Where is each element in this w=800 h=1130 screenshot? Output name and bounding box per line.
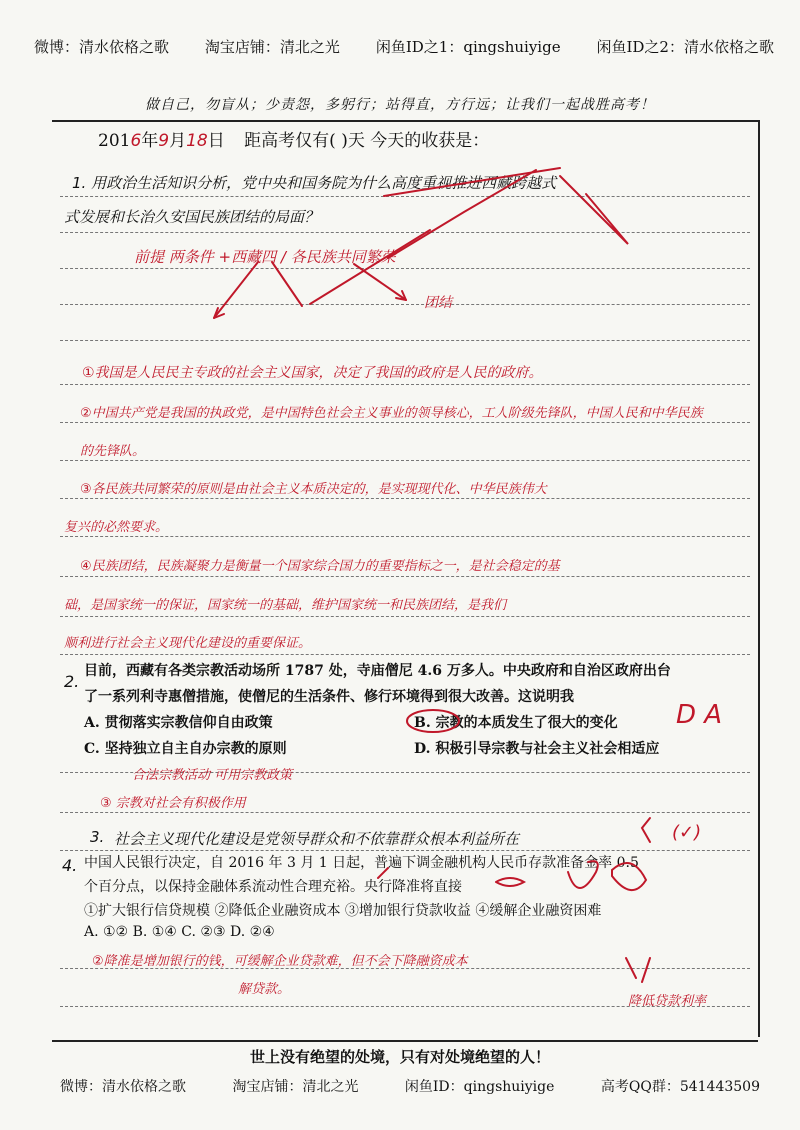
date-year-digit: 6 bbox=[130, 131, 142, 151]
q2-note2: ③ 宗教对社会有积极作用 bbox=[100, 796, 246, 811]
q4-choices: A. ①② B. ①④ C. ②③ D. ②④ bbox=[84, 924, 275, 940]
q2-option-d: D. 积极引导宗教与社会主义社会相适应 bbox=[414, 741, 660, 757]
q1-point1: ①我国是人民民主专政的社会主义国家，决定了我国的政府是人民的政府。 bbox=[82, 365, 543, 381]
date-month: 9 bbox=[158, 131, 170, 151]
rule-line bbox=[60, 850, 750, 851]
q1-point4c: 顺利进行社会主义现代化建设的重要保证。 bbox=[64, 636, 312, 651]
footer-rule bbox=[52, 1040, 758, 1042]
rule-line bbox=[60, 654, 750, 655]
q3-number: 3. bbox=[90, 828, 105, 846]
date-rest: 距高考仅有( )天 今天的收获是： bbox=[244, 131, 490, 151]
rule-line bbox=[60, 460, 750, 461]
rule-line bbox=[60, 268, 750, 269]
date-day: 18 bbox=[186, 131, 208, 151]
rule-line bbox=[60, 196, 750, 197]
q1-point4a: ④民族团结，民族凝聚力是衡量一个国家综合国力的重要指标之一，是社会稳定的基 bbox=[80, 559, 560, 574]
footer-qq: 高考QQ群：541443509 bbox=[600, 1079, 760, 1095]
q2-option-a: A. 贯彻落实宗教信仰自由政策 bbox=[84, 715, 273, 731]
footer-taobao: 淘宝店铺：清北之光 bbox=[232, 1079, 359, 1095]
q2-note1: 合法宗教活动 可用宗教政策 bbox=[132, 768, 293, 783]
q4-options: ①扩大银行信贷规模 ②降低企业融资成本 ③增加银行贷款收益 ④缓解企业融资困难 bbox=[84, 903, 602, 919]
q4-note3: 降低贷款利率 bbox=[628, 994, 707, 1009]
rule-line bbox=[60, 576, 750, 577]
q4-note: ②降准是增加银行的钱，可缓解企业贷款难，但不会下降融资成本 bbox=[92, 954, 468, 969]
q4-number: 4. bbox=[62, 856, 78, 875]
q2-answer-mark: D A bbox=[676, 700, 723, 730]
q2-stem-line1: 目前，西藏有各类宗教活动场所 1787 处，寺庙僧尼 4.6 万多人。中央政府和自治区政府出台 bbox=[84, 663, 671, 679]
bottom-footer bbox=[60, 1076, 760, 1096]
footer-slogan: 世上没有绝望的处境，只有对处境绝望的人！ bbox=[249, 1048, 550, 1066]
q2-stem-line2: 了一系列利寺惠僧措施，使僧尼的生活条件、修行环境得到很大改善。这说明我 bbox=[84, 689, 574, 705]
q2-number: 2. bbox=[64, 672, 80, 691]
header-xianyu1: 闲鱼ID之1：qingshuiyige bbox=[375, 38, 561, 56]
q4-stem-line2: 个百分点，以保持金融体系流动性合理充裕。央行降准将直接 bbox=[84, 879, 462, 895]
date-year-label: 年 bbox=[141, 131, 159, 151]
rule-line bbox=[60, 536, 750, 537]
q2-option-b: B. 宗教的本质发生了很大的变化 bbox=[414, 715, 618, 731]
q1-question-line1: 1. 用政治生活知识分析，党中央和国务院为什么高度重视推进西藏跨越式 bbox=[72, 174, 557, 192]
rule-line bbox=[60, 384, 750, 385]
date-day-label: 日 bbox=[207, 131, 225, 151]
q1-annotation: 前提 两条件 +西藏四 / 各民族共同繁荣 bbox=[134, 248, 396, 266]
footer-xianyu: 闲鱼ID：qingshuiyige bbox=[404, 1079, 555, 1095]
rule-line bbox=[60, 340, 750, 341]
q1-point2b: 的先锋队。 bbox=[80, 444, 146, 459]
rule-line bbox=[60, 422, 750, 423]
motto: 做自己，勿盲从；少责怨，多躬行；站得直，方行远；让我们一起战胜高考！ bbox=[145, 97, 655, 113]
footer-weibo: 微博：清水依格之歌 bbox=[60, 1079, 186, 1095]
q3-mark: (✓) bbox=[672, 822, 702, 843]
header-weibo: 微博：清水依格之歌 bbox=[34, 38, 170, 56]
q2-option-c: C. 坚持独立自主自办宗教的原则 bbox=[84, 741, 287, 757]
top-header bbox=[34, 36, 774, 57]
date-month-label: 月 bbox=[169, 131, 187, 151]
date-line bbox=[98, 126, 489, 151]
header-xianyu2: 闲鱼ID之2：清水依格之歌 bbox=[596, 38, 774, 56]
q1-arrow-label: 团结 bbox=[424, 295, 452, 311]
header-taobao: 淘宝店铺：清北之光 bbox=[204, 38, 340, 56]
rule-line bbox=[60, 232, 750, 233]
q1-point3b: 复兴的必然要求。 bbox=[64, 520, 169, 535]
q4-stem-line1: 中国人民银行决定，自 2016 年 3 月 1 日起，普遍下调金融机构人民币存款准备金率 0.5 bbox=[84, 855, 639, 871]
rule-line bbox=[60, 616, 750, 617]
q1-point4b: 础，是国家统一的保证，国家统一的基础，维护国家统一和民族团结，是我们 bbox=[64, 598, 507, 613]
q1-point2a: ②中国共产党是我国的执政党，是中国特色社会主义事业的领导核心，工人阶级先锋队，中国人民和中华民族 bbox=[80, 406, 703, 421]
q3-text: 社会主义现代化建设是党领导群众和不依靠群众根本利益所在 bbox=[114, 830, 520, 848]
rule-line bbox=[60, 304, 750, 305]
rule-line bbox=[60, 498, 750, 499]
q1-point3a: ③各民族共同繁荣的原则是由社会主义本质决定的，是实现现代化、中华民族伟大 bbox=[80, 482, 547, 497]
rule-line bbox=[60, 812, 750, 813]
date-prefix: 201 bbox=[98, 131, 131, 151]
q1-question-line2: 式发展和长治久安国民族团结的局面？ bbox=[64, 208, 320, 226]
q4-note2: 解贷款。 bbox=[238, 982, 291, 997]
